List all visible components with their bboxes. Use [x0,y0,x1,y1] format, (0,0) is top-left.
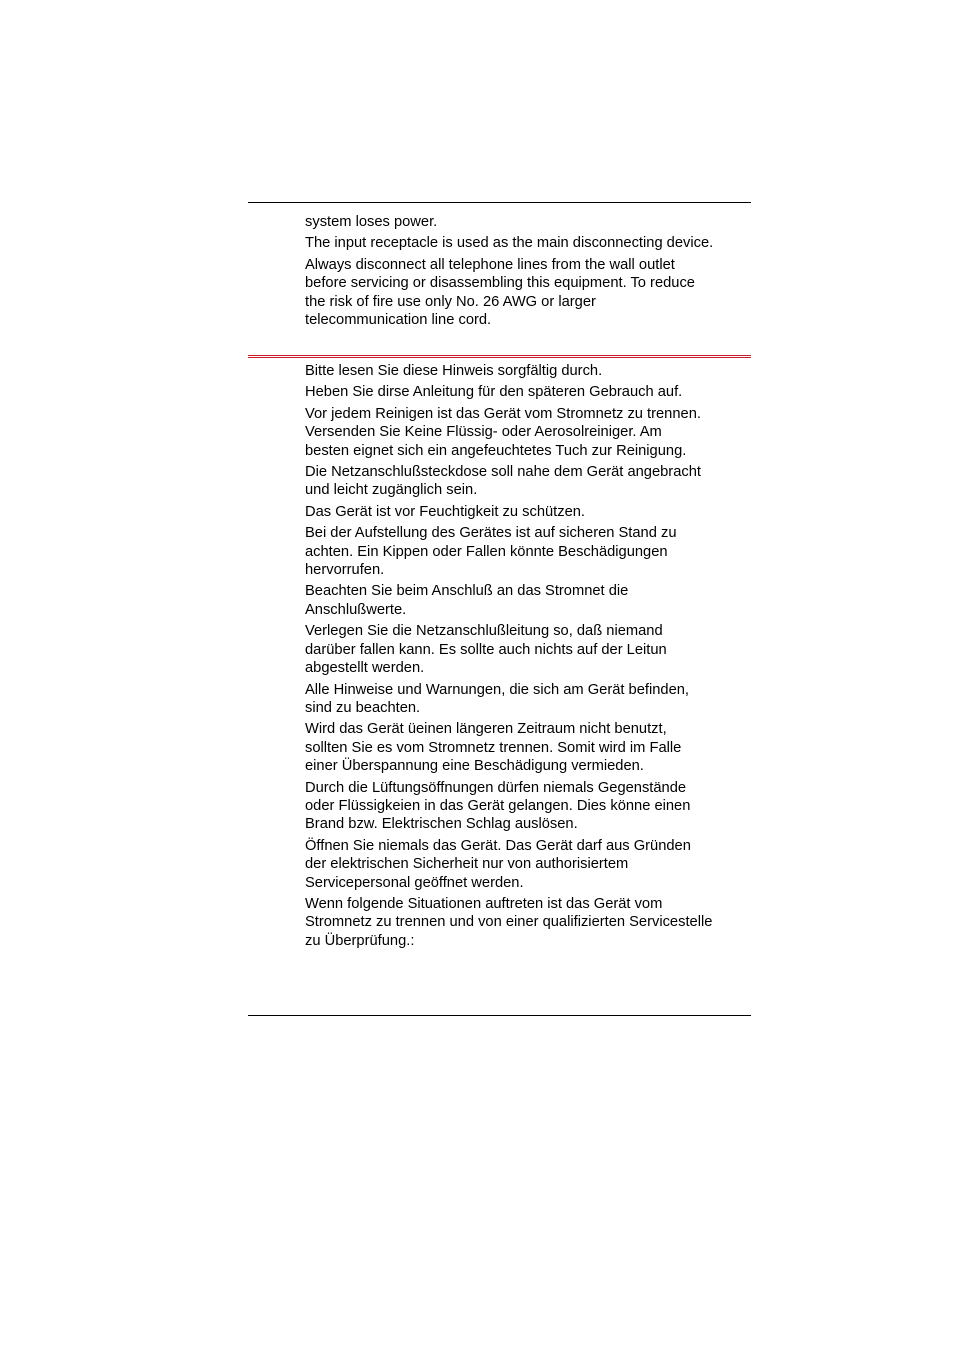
paragraph: Always disconnect all telephone lines from the wall outlet before servicing or disassembling this equipment. To reduce the risk of fire use only No. 26 AWG or larger telecommunication line cord. [305,256,695,329]
paragraph: Beachten Sie beim Anschluß an das Stromnet die Anschlußwerte. [305,583,629,618]
paragraph: The input receptacle is used as the main disconnecting device. [305,235,714,252]
paragraph: Bitte lesen Sie diese Hinweis sorgfältig durch. [305,363,603,379]
paragraph: Verlegen Sie die Netzanschlußleitung so, daß niemand darüber fallen kann. Es sollte auch nichts auf der Leitun abgestellt werden. [305,623,667,677]
paragraph: Wird das Gerät üeinen längeren Zeitraum nicht benutzt, sollten Sie es vom Stromnetz trennen. Somit wird im Falle einer Überspannung eine Beschädigung vermieden. [305,721,682,775]
paragraph: Das Gerät ist vor Feuchtigkeit zu schützen. [305,503,585,520]
safety-section-english [305,213,757,332]
paragraph: Vor jedem Reinigen ist das Gerät vom Stromnetz zu trennen. Versenden Sie Keine Flüssig- oder Aerosolreiniger. Am besten eignet sich ein angefeuchtetes Tuch zur Reinigung. [305,405,701,459]
paragraph: Wenn folgende Situationen auftreten ist das Gerät vom Stromnetz zu trennen und von einer qualifizierten Servicestelle zu Überprüfung.: [305,895,713,949]
safety-section-german [305,362,757,953]
section-divider-red [248,355,751,358]
footer-rule [248,1015,751,1016]
paragraph: system loses power. [305,214,438,230]
paragraph: Bei der Aufstellung des Gerätes ist auf sicheren Stand zu achten. Ein Kippen oder Fallen könnte Beschädigungen hervorrufen. [305,525,677,579]
header-rule [248,202,751,203]
paragraph: Heben Sie dirse Anleitung für den späteren Gebrauch auf. [305,384,683,401]
paragraph: Alle Hinweise und Warnungen, die sich am Gerät befinden, sind zu beachten. [305,681,689,716]
paragraph: Durch die Lüftungsöffnungen dürfen niemals Gegenstände oder Flüssigkeien in das Gerät gelangen. Dies könne einen Brand bzw. Elektrischen Schlag auslösen. [305,779,691,833]
paragraph: Die Netzanschlußsteckdose soll nahe dem Gerät angebracht und leicht zugänglich sein. [305,464,701,499]
paragraph: Öffnen Sie niemals das Gerät. Das Gerät darf aus Gründen der elektrischen Sicherheit nur von authorisiertem Servicepersonal geöffnet werden. [305,837,691,891]
